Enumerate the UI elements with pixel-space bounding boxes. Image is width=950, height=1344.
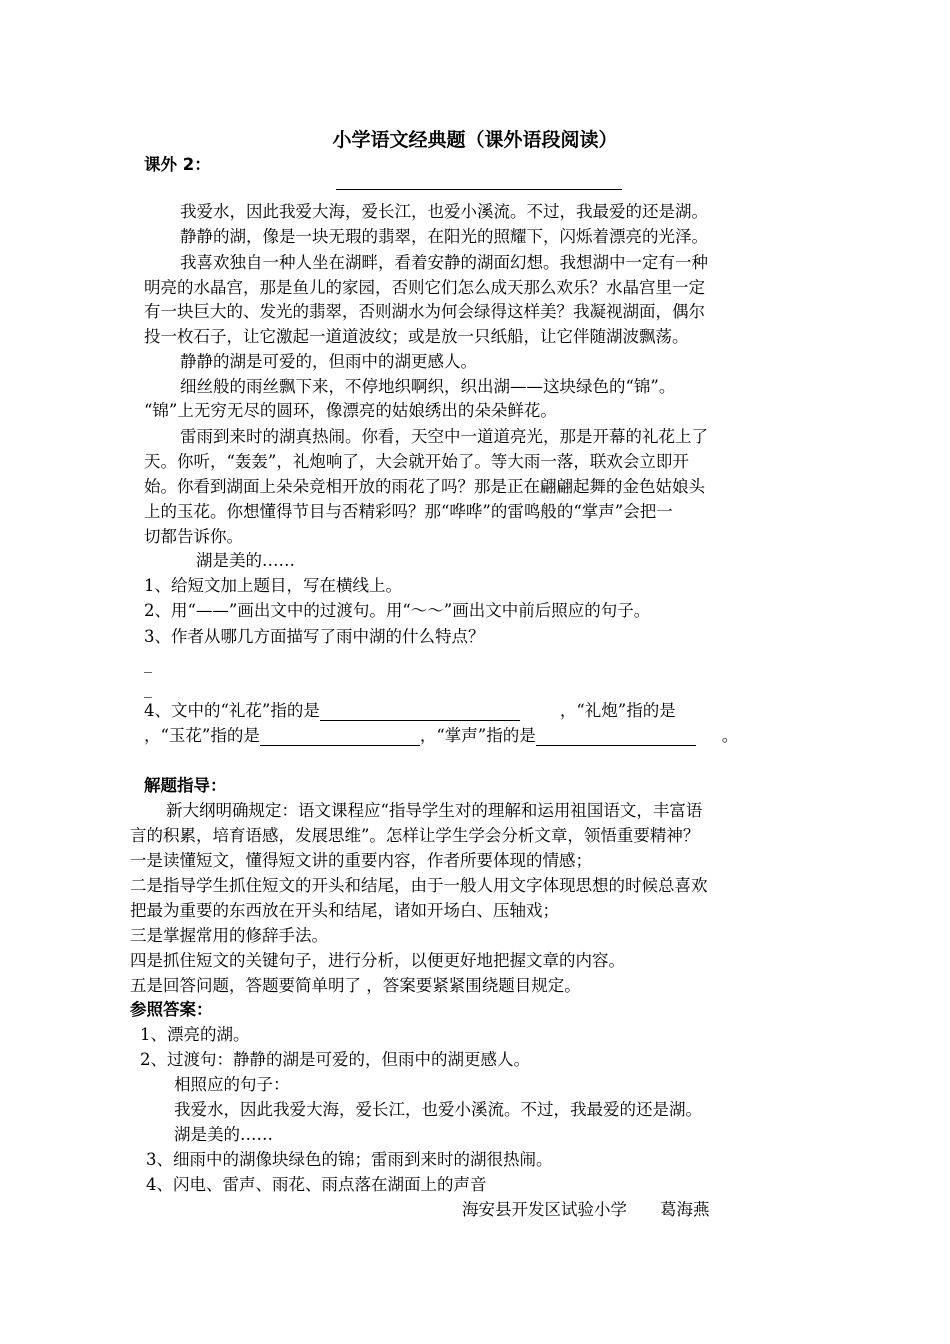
guidance-line: 一是读懂短文，懂得短文讲的重要内容，作者所要体现的情感； — [130, 851, 592, 870]
passage-line: 明亮的水晶宫，那是鱼儿的家园，否则它们怎么成天那么欢乐？水晶宫里一定 — [144, 278, 705, 297]
guidance-heading: 解题指导： — [144, 776, 227, 795]
answer-line: 4、闪电、雷声、雨花、雨点落在湖面上的声音 — [146, 1175, 487, 1194]
question-4-line-2 — [144, 726, 738, 746]
passage-line: 雷雨到来时的湖真热闹。你看，天空中一道道亮光，那是开幕的礼花上了 — [180, 427, 708, 446]
answer-line: 1、漂亮的湖。 — [140, 1025, 250, 1044]
guidance-line: 言的积累，培育语感，发展思维”。怎样让学生学会分析文章，领悟重要精神？ — [130, 826, 700, 845]
q4-part-2: ，“礼炮”指的是 — [559, 701, 676, 720]
passage-line: 投一枚石子，让它激起一道道波纹；或是放一只纸船，让它伴随湖波飘荡。 — [144, 327, 689, 346]
passage-line: 有一块巨大的、发光的翡翠，否则湖水为何会绿得这样美？我凝视湖面，偶尔 — [144, 302, 705, 321]
author-credit: 海安县开发区试验小学 葛海燕 — [462, 1200, 710, 1219]
guidance-line: 五是回答问题，答题要简单明了 ，答案要紧紧围绕题目规定。 — [130, 976, 581, 995]
answers-heading: 参照答案： — [130, 1000, 213, 1019]
guidance-line: 四是抓住短文的关键句子，进行分析，以便更好地把握文章的内容。 — [130, 951, 625, 970]
passage-line: 上的玉花。你想懂得节目与否精彩吗？那“哗哗”的雷鸣般的“掌声”会把一 — [144, 502, 673, 521]
q4-part-3: ，“玉花”指的是 — [144, 726, 260, 745]
guidance-line: 把最为重要的东西放在开头和结尾，诸如开场白、压轴戏； — [130, 901, 559, 920]
passage-line: 我喜欢独自一种人坐在湖畔，看着安静的湖面幻想。我想湖中一定有一种 — [180, 253, 708, 272]
question-4-line-1 — [144, 701, 676, 721]
passage-line: “锦”上无穷无尽的圆环，像漂亮的姑娘绣出的朵朵鲜花。 — [144, 401, 557, 420]
passage-line: 始。你看到湖面上朵朵竞相开放的雨花了吗？那是正在翩翩起舞的金色姑娘头 — [144, 477, 705, 496]
guidance-line: 三是掌握常用的修辞手法。 — [130, 926, 328, 945]
section-label: 课外 2： — [144, 155, 211, 174]
answer-line: 相照应的句子： — [174, 1075, 290, 1094]
q4-end: 。 — [721, 726, 739, 745]
q4-blank-3[interactable] — [536, 729, 696, 746]
passage-line: 天。你听，“轰轰”，礼炮响了，大会就开始了。等大雨一落，联欢会立即开 — [144, 452, 689, 471]
answer-line: 我爱水，因此我爱大海，爱长江，也爱小溪流。不过，我最爱的还是湖。 — [174, 1100, 702, 1119]
answer-line: 2、过渡句：静静的湖是可爱的，但雨中的湖更感人。 — [140, 1050, 530, 1069]
q4-part-4: ，“掌声”指的是 — [419, 726, 536, 745]
passage-line: 湖是美的…… — [196, 551, 295, 570]
q4-blank-2[interactable] — [260, 729, 420, 746]
answer-line: 3、细雨中的湖像块绿色的锦；雷雨到来时的湖很热闹。 — [146, 1150, 553, 1169]
passage-line: 我爱水，因此我爱大海，爱长江，也爱小溪流。不过，我最爱的还是湖。 — [180, 202, 708, 221]
answer-line: 湖是美的…… — [174, 1125, 273, 1144]
question-3: 3、作者从哪几方面描写了雨中湖的什么特点？ — [144, 627, 485, 646]
q4-blank-1[interactable] — [320, 704, 520, 721]
guidance-line: 二是指导学生抓住短文的开头和结尾，由于一般人用文字体现思想的时候总喜欢 — [130, 876, 708, 895]
passage-line: 切都告诉你。 — [144, 527, 243, 546]
answer-blank-mark: _ — [144, 654, 152, 673]
passage-line: 静静的湖，像是一块无瑕的翡翠，在阳光的照耀下，闪烁着漂亮的光泽。 — [180, 227, 708, 246]
guidance-line: 新大纲明确规定：语文课程应“指导学生对的理解和运用祖国语文，丰富语 — [166, 801, 703, 820]
page-title: 小学语文经典题（课外语段阅读） — [332, 129, 618, 151]
passage-line: 静静的湖是可爱的，但雨中的湖更感人。 — [180, 352, 477, 371]
question-1: 1、给短文加上题目，写在横线上。 — [144, 576, 402, 595]
answer-blank-mark: _ — [144, 679, 152, 698]
passage-line: 细丝般的雨丝飘下来，不停地织啊织，织出湖——这块绿色的“锦”。 — [180, 377, 676, 396]
title-answer-line — [336, 189, 622, 190]
q4-part-1: 4、文中的“礼花”指的是 — [144, 701, 320, 720]
question-2: 2、用“——”画出文中的过渡句。用“～～”画出文中前后照应的句子。 — [144, 601, 651, 620]
